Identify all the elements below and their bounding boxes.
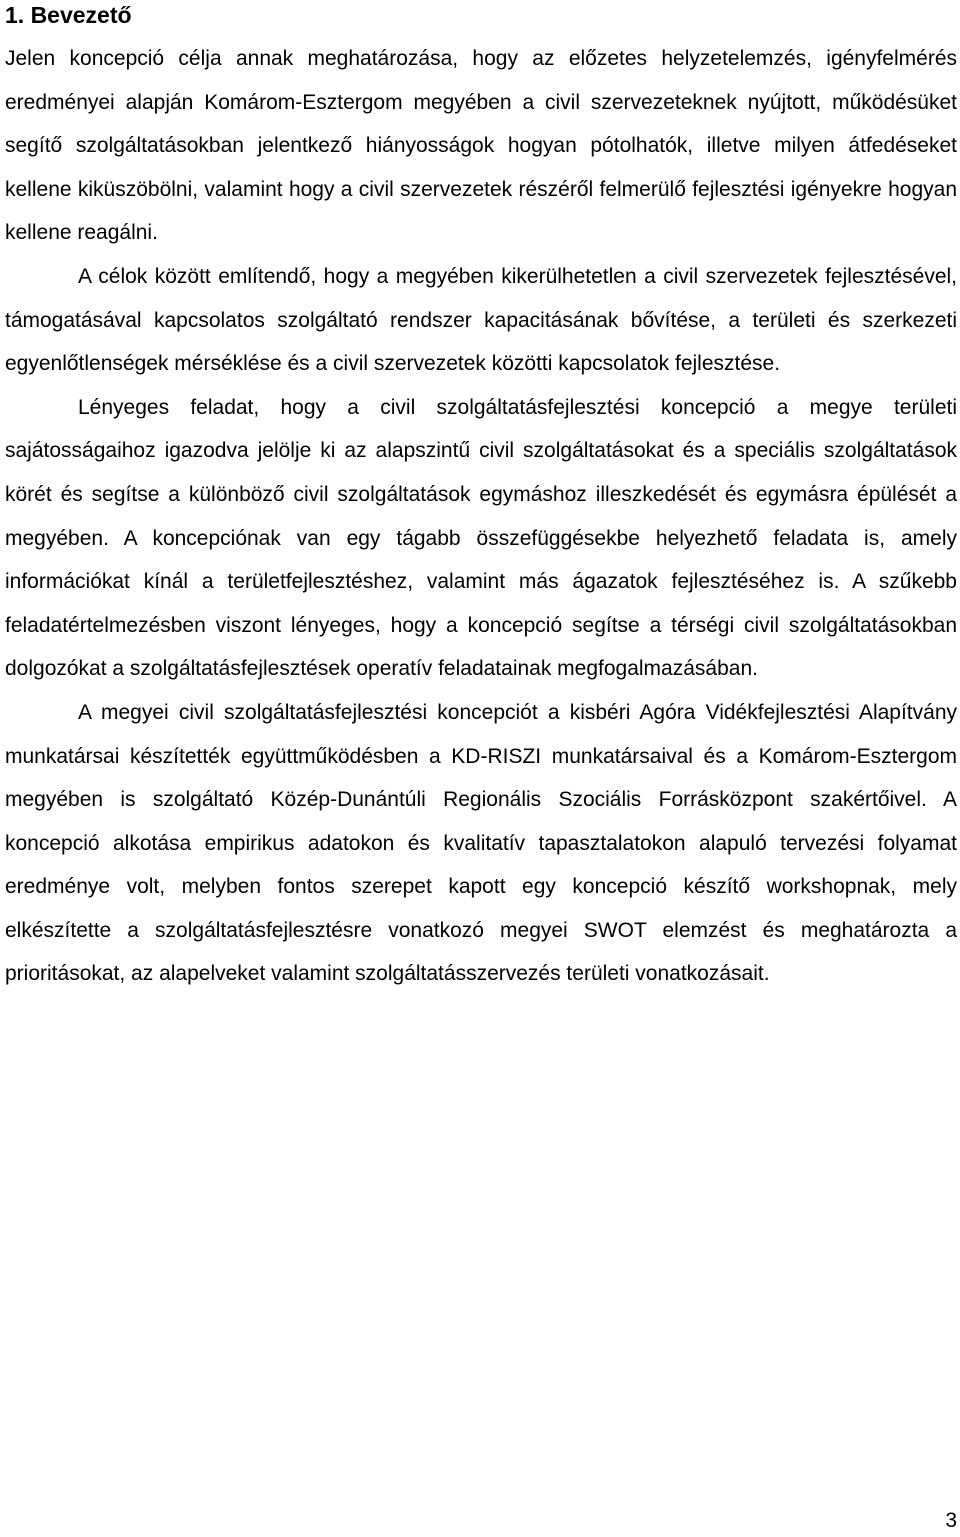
- paragraph-authors: A megyei civil szolgáltatásfejlesztési koncepciót a kisbéri Agóra Vidékfejlesztési Alapítvány munkatársai készítették együttműködésben a KD-RISZI munkatársaival és a Komárom-Esztergom megyében is szolgáltató Közép-Dunántúli Regionális Szociális Forrásközpont szakértőivel. A koncepció alkotása empirikus adatokon és kvalitatív tapasztalatokon alapuló tervezési folyamat eredménye volt, melyben fontos szerepet kapott egy koncepció készítő workshopnak, mely elkészítette a szolgáltatásfejlesztésre vonatkozó megyei SWOT elemzést és meghatározta a prioritásokat, az alapelveket valamint szolgáltatásszervezés területi vonatkozásait.: [5, 700, 957, 986]
- section-heading: 1. Bevezető: [5, 2, 132, 28]
- page-number: 3: [945, 1509, 957, 1532]
- paragraph-goals: A célok között említendő, hogy a megyében kikerülhetetlen a civil szervezetek fejlesztésével, támogatásával kapcsolatos szolgáltató rendszer kapacitásának bővítése, a területi és szerkezeti egyenlőtlenségek mérséklése és a civil szervezetek közötti kapcsolatok fejlesztése.: [5, 264, 957, 376]
- body-text: [5, 37, 957, 996]
- paragraph-intro: Jelen koncepció célja annak meghatározása, hogy az előzetes helyzetelemzés, igényfelmérés eredményei alapján Komárom-Esztergom megyében a civil szervezeteknek nyújtott, működésüket segítő szolgáltatásokban jelentkező hiányosságok hogyan pótolhatók, illetve milyen átfedéseket kellene kiküszöbölni, valamint hogy a civil szervezetek részéről felmerülő fejlesztési igényekre hogyan kellene reagálni.: [5, 47, 957, 245]
- paragraph-task: Lényeges feladat, hogy a civil szolgáltatásfejlesztési koncepció a megye területi sajátosságaihoz igazodva jelölje ki az alapszintű civil szolgáltatásokat és a speciális szolgáltatások körét és segítse a különböző civil szolgáltatások egymáshoz illeszkedését és egymásra épülését a megyében. A koncepciónak van egy tágabb összefüggésekbe helyezhető feladata is, amely információkat kínál a területfejlesztéshez, valamint más ágazatok fejlesztéséhez is. A szűkebb feladatértelmezésben viszont lényeges, hogy a koncepció segítse a térségi civil szolgáltatásokban dolgozókat a szolgáltatásfejlesztések operatív feladatainak megfogalmazásában.: [5, 395, 957, 681]
